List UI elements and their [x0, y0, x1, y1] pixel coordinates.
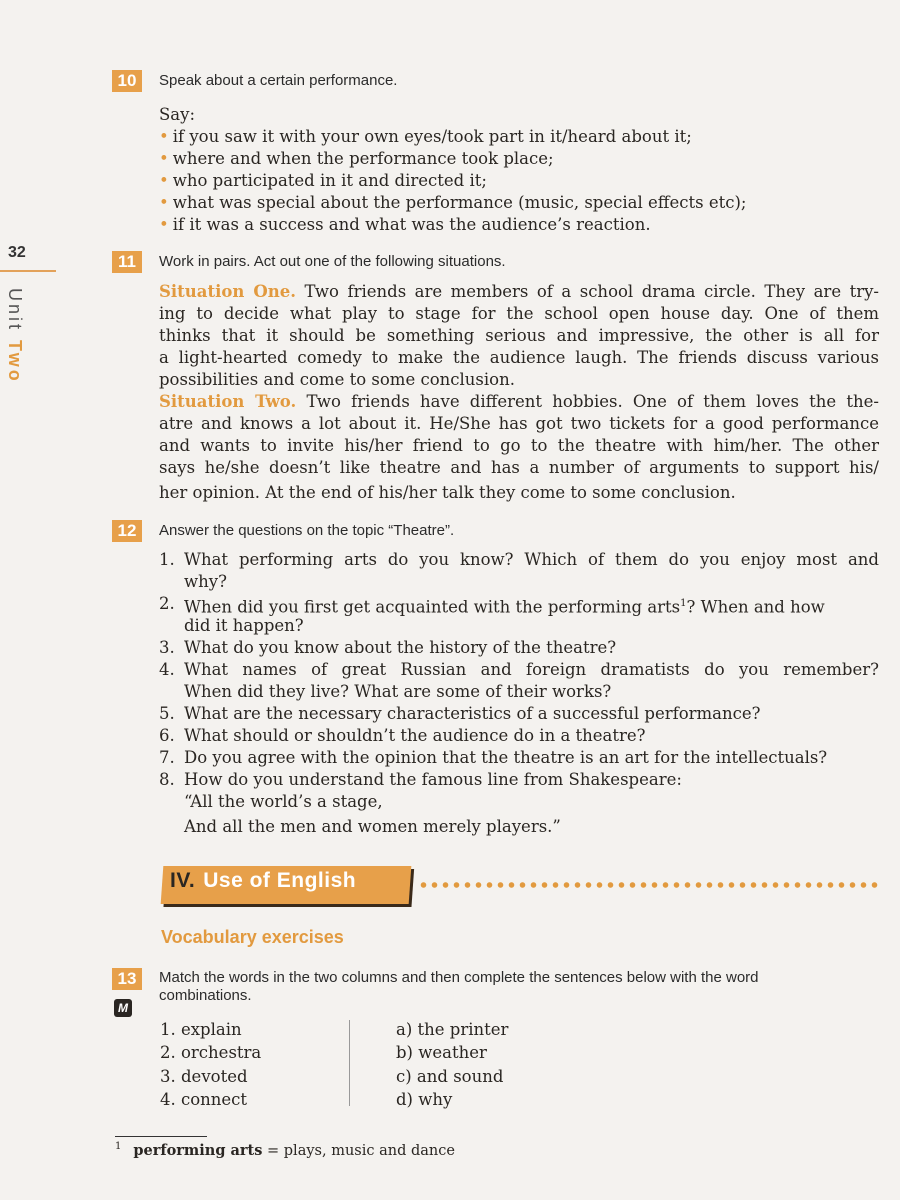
- exercise-10-number: 10: [112, 70, 142, 92]
- m-icon: M: [114, 999, 132, 1017]
- question-item: [159, 725, 879, 747]
- bullet-item: • if you saw it with your own eyes/took part in it/heard about it;: [159, 126, 879, 148]
- dotted-divider: [418, 882, 882, 888]
- section-heading: [170, 869, 356, 893]
- question-number: 5.: [159, 704, 175, 723]
- situation-text: Two friends are members of a school drama circle. They are try-: [304, 282, 879, 301]
- exercise-11-body: [159, 281, 879, 504]
- question-text: did it happen?: [184, 616, 304, 635]
- bullet-item: • who participated in it and directed it;: [159, 170, 879, 192]
- situation-one-line: thinks that it should be something serious and impressive, the other is all for: [159, 326, 879, 345]
- exercise-10-title: Speak about a certain performance.: [159, 72, 398, 89]
- left-item: 3. devoted: [160, 1066, 248, 1086]
- exercise-12-title: Answer the questions on the topic “Theatre”.: [159, 522, 455, 539]
- subheading: Vocabulary exercises: [161, 927, 344, 947]
- unit-word: Unit: [5, 288, 25, 333]
- question-number: 2.: [159, 594, 175, 613]
- question-item: [159, 769, 879, 838]
- right-item: d) why: [396, 1089, 453, 1109]
- situation-two-label: Situation Two.: [159, 392, 297, 411]
- bullet-item: • where and when the performance took place;: [159, 148, 879, 170]
- situation-one-line: possibilities and come to some conclusion.: [159, 370, 515, 389]
- question-number: 3.: [159, 638, 175, 657]
- unit-name: Two: [5, 340, 25, 384]
- question-item: [159, 659, 879, 703]
- say-label: Say:: [159, 105, 196, 124]
- question-text: What are the necessary characteristics of a successful performance?: [184, 704, 761, 723]
- question-item: [159, 593, 879, 637]
- exercise-13-title-line: Match the words in the two columns and then complete the sentences below with the word: [159, 969, 759, 986]
- situation-one-line: a light-hearted comedy to make the audience laugh. The friends discuss various: [159, 348, 879, 367]
- bullet-item: • what was special about the performance (music, special effects etc);: [159, 192, 879, 214]
- unit-label: [4, 288, 25, 384]
- exercise-13-title: [159, 969, 759, 1005]
- exercise-13-number: 13: [112, 968, 142, 990]
- situation-one-line: [159, 281, 879, 303]
- question-text: How do you understand the famous line from Shakespeare:: [184, 770, 682, 789]
- left-item: 1. explain: [160, 1020, 242, 1039]
- situation-one-label: Situation One.: [159, 282, 296, 301]
- situation-two-line: her opinion. At the end of his/her talk they come to some conclusion.: [159, 483, 736, 502]
- question-text: [184, 593, 879, 615]
- question-item: [159, 703, 879, 725]
- question-text: When did they live? What are some of their works?: [184, 682, 612, 701]
- right-item: a) the printer: [396, 1020, 509, 1039]
- footnote-ref: 1: [680, 598, 687, 609]
- exercise-13-title-line: combinations.: [159, 987, 252, 1004]
- quote-line: “All the world’s a stage,: [184, 792, 383, 811]
- exercise-11-title: Work in pairs. Act out one of the following situations.: [159, 253, 506, 270]
- footnote-rule: [115, 1136, 207, 1137]
- question-text: What should or shouldn’t the audience do in a theatre?: [184, 726, 646, 745]
- column-divider: [349, 1020, 350, 1106]
- left-item: 4. connect: [160, 1089, 248, 1109]
- question-item: [159, 549, 879, 593]
- situation-one-line: ing to decide what play to stage for the school open house day. One of them: [159, 304, 879, 323]
- situation-two-line: atre and knows a lot about it. He/She has got two tickets for a good performance: [159, 414, 879, 433]
- exercise-10-body: [159, 104, 879, 236]
- question-text: What performing arts do you know? Which of them do you enjoy most and: [184, 550, 879, 569]
- right-item: b) weather: [396, 1043, 487, 1063]
- question-text: What names of great Russian and foreign dramatists do you remember?: [184, 660, 879, 679]
- question-text-part: When did you first get acquainted with the performing arts: [184, 597, 681, 617]
- question-number: 6.: [159, 726, 175, 745]
- situation-two-line: and wants to invite his/her friend to go to the theatre with him/her. The other: [159, 436, 879, 455]
- footnote-mark: 1: [115, 1141, 122, 1152]
- question-item: [159, 637, 879, 659]
- question-text-part: ? When and how: [686, 597, 825, 617]
- question-number: 1.: [159, 550, 175, 569]
- question-text: why?: [184, 572, 227, 591]
- footnote-definition: = plays, music and dance: [262, 1142, 455, 1159]
- question-text: What do you know about the history of the theatre?: [184, 638, 617, 657]
- section-title: Use of English: [203, 869, 357, 892]
- exercise-11-number: 11: [112, 251, 142, 273]
- question-list: [159, 549, 879, 838]
- left-column: [160, 1018, 261, 1111]
- question-number: 4.: [159, 660, 175, 679]
- footnote: [115, 1141, 455, 1159]
- quote-line: And all the men and women merely players.”: [184, 817, 561, 836]
- question-item: [159, 747, 879, 769]
- exercise-12-number: 12: [112, 520, 142, 542]
- right-column: [396, 1018, 508, 1111]
- question-number: 8.: [159, 770, 175, 789]
- footnote-term: performing arts: [133, 1141, 263, 1159]
- question-text: Do you agree with the opinion that the theatre is an art for the intellectuals?: [184, 748, 828, 767]
- page-number-rule: [0, 270, 56, 272]
- question-number: 7.: [159, 748, 175, 767]
- bullet-item: • if it was a success and what was the audience’s reaction.: [159, 214, 879, 236]
- situation-two-line: says he/she doesn’t like theatre and has a number of arguments to support his/: [159, 458, 879, 477]
- section-roman: IV.: [170, 869, 196, 892]
- situation-two-line: [159, 391, 879, 413]
- situation-text: Two friends have different hobbies. One of them loves the the-: [306, 392, 879, 411]
- right-item: c) and sound: [396, 1066, 504, 1086]
- left-item: 2. orchestra: [160, 1043, 262, 1063]
- page-number: 32: [8, 244, 26, 261]
